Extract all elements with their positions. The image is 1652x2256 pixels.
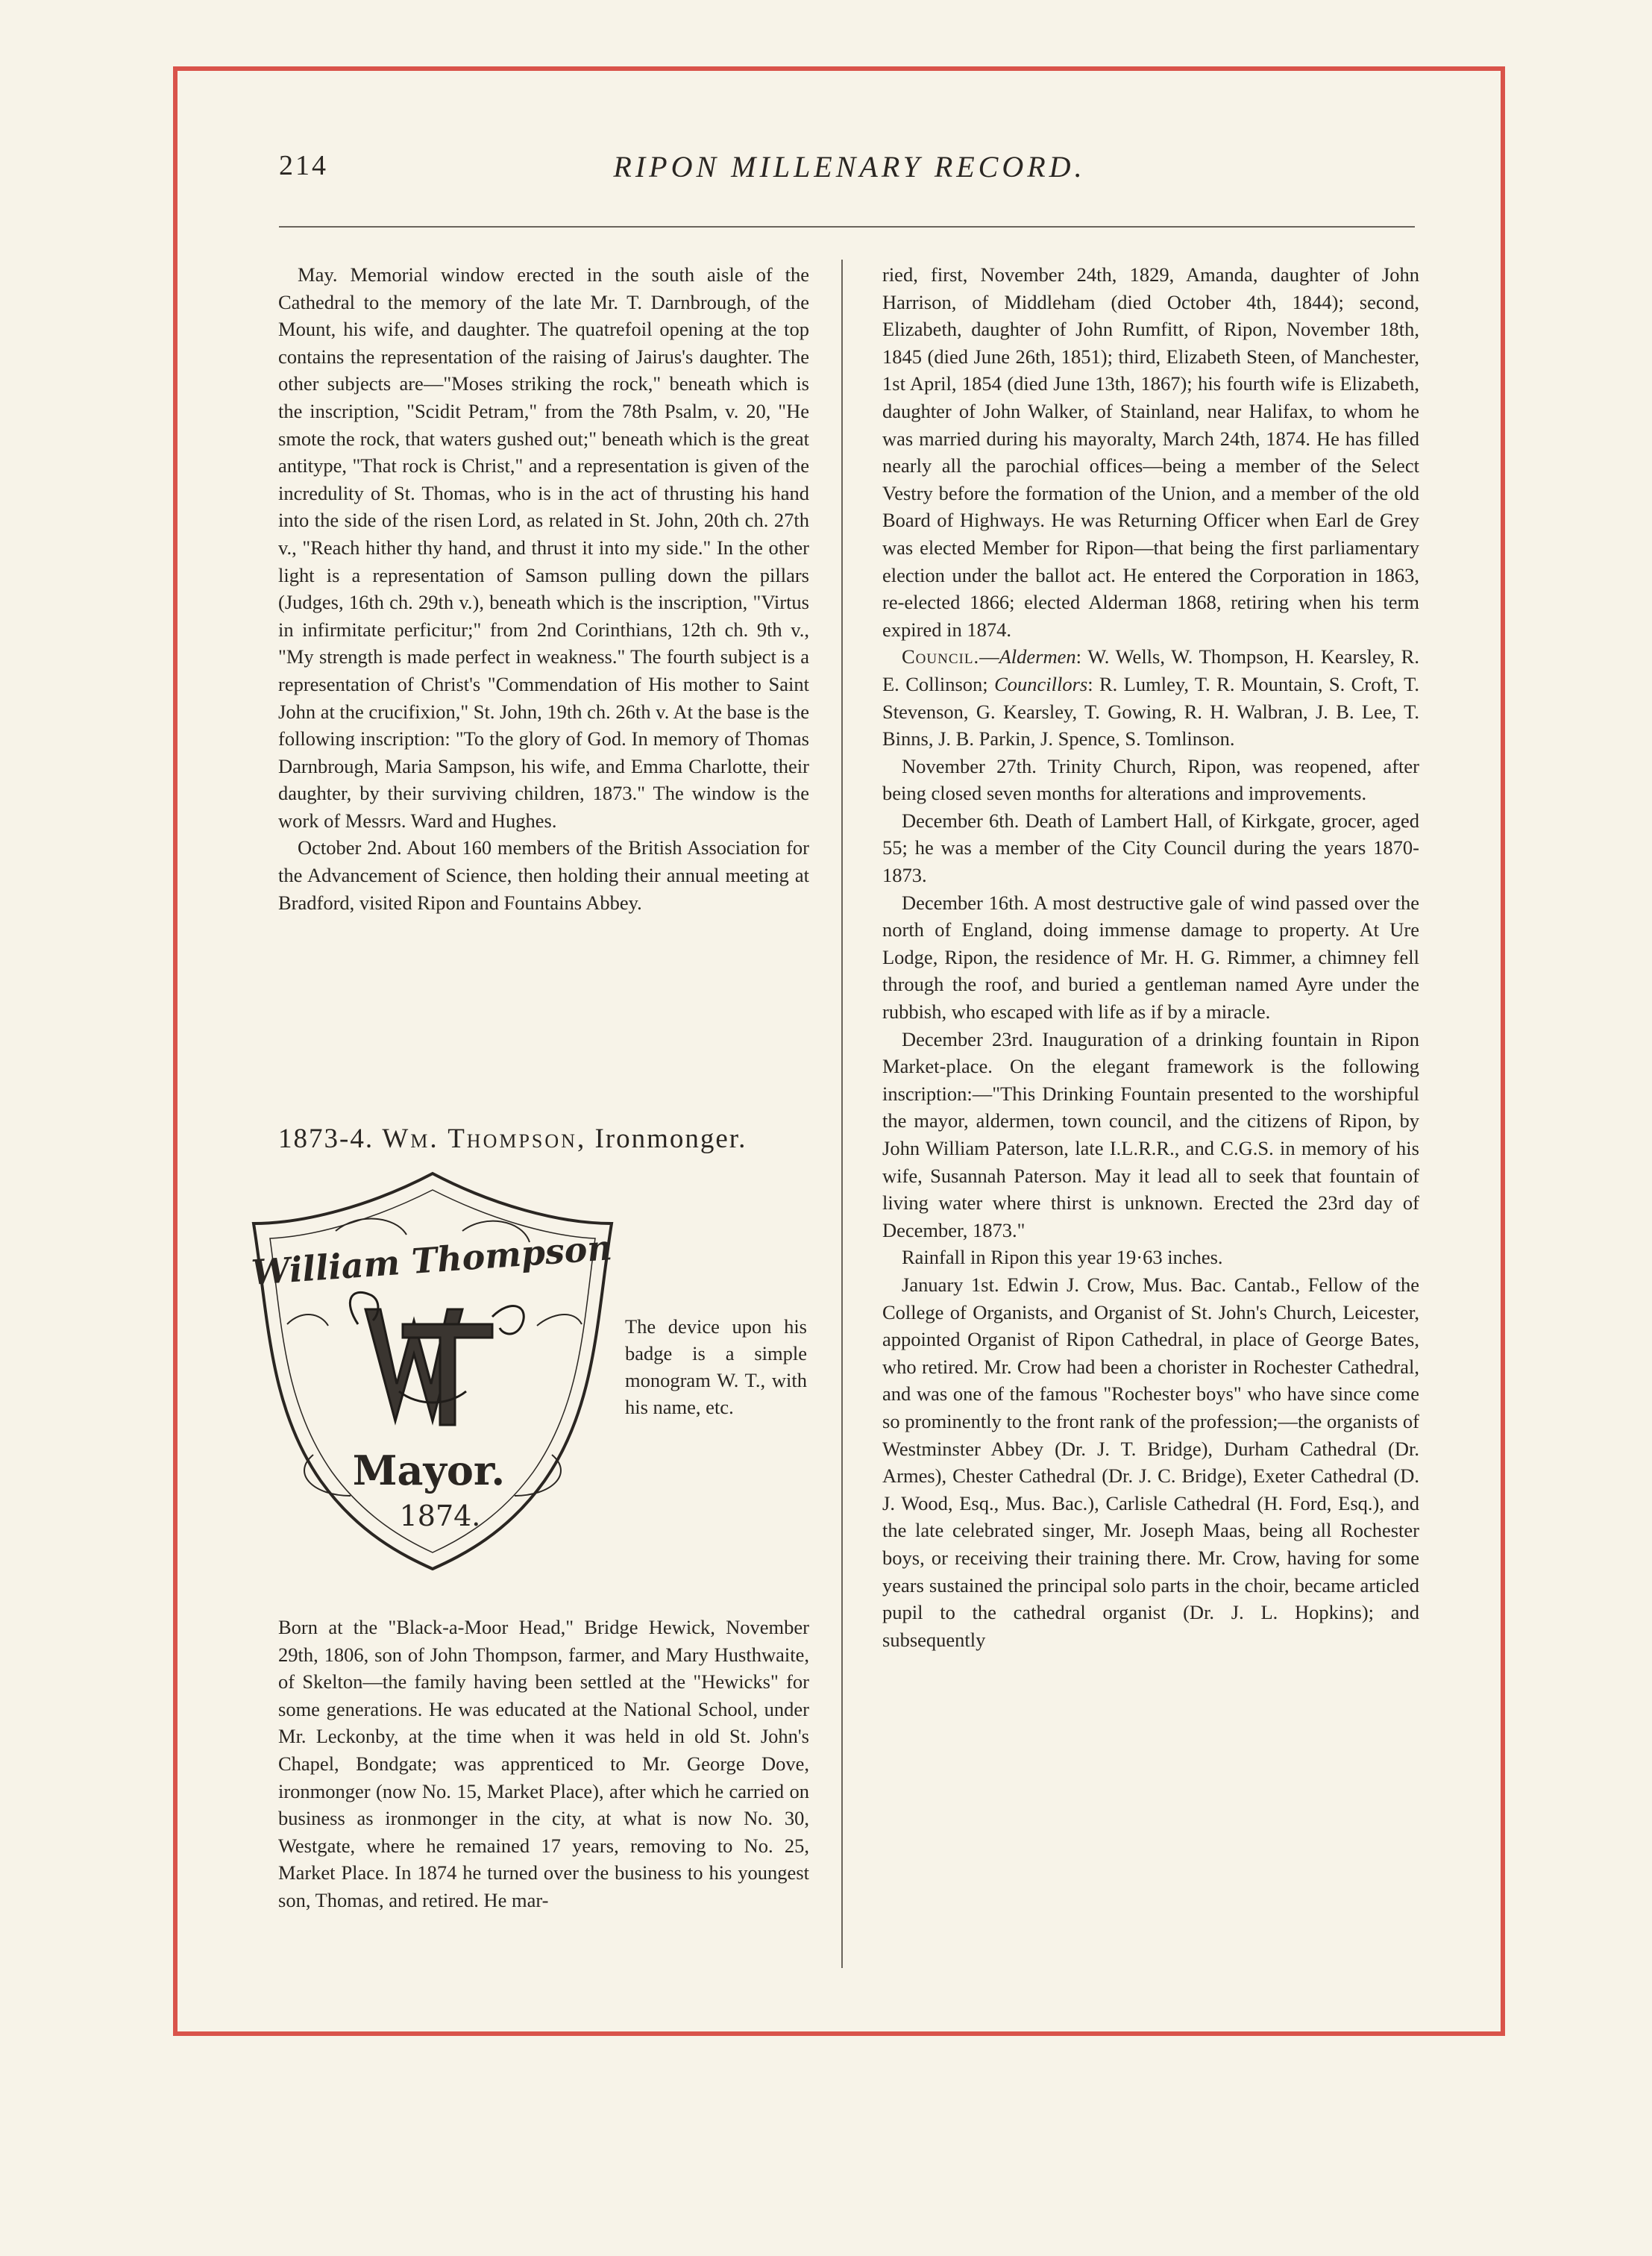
paragraph-lambert-hall: December 6th. Death of Lambert Hall, of Kirkgate, grocer, aged 55; he was a member of the City Council during the years 1870-1873. [882,809,1419,887]
flourish-icon [336,1219,406,1235]
councillors-label: Councillors [994,672,1088,695]
paragraph-mayor-bio: Born at the "Black-a-Moor Head," Bridge Hewick, November 29th, 1806, son of John Thompson, farmer, and Mary Husthwaite, of Skelton—the family having been settled at the "Hewicks" for some generations. He was educated at the National School, under Mr. Leckonby, at the time when it was held in old St. John's Chapel, Bondgate; was apprenticed to Mr. George Dove, ironmonger (now No. 15, Market Place), after which he carried on business as ironmonger in the city, at what is now No. 30, Westgate, where he remained 17 years, removing to No. 25, Market Place. In 1874 he turned over the business to his youngest son, Thomas, and retired. He mar- [278,1616,809,1911]
paragraph-organist: January 1st. Edwin J. Crow, Mus. Bac. Cantab., Fellow of the College of Organists, and Organist of St. John's Church, Leicester, appointed Organist of Ripon Cathedral, in place of George Bates, who retired. Mr. Crow had been a chorister in Rochester Cathedral, and was one of the famous "Rochester boys" who have since come so prominently to the front rank of the profession;—the organists of Westminster Abbey (Dr. J. T. Bridge), Durham Cathedral (Dr. Armes), Chester Cathedral (Dr. J. C. Bridge), Exeter Cathedral (D. J. Wood, Esq., Mus. Bac.), Carlisle Cathedral (H. Ford, Esq.), and the late celebrated singer, Mr. Joseph Maas, being all Rochester boys, or receiving their training there. Mr. Crow, having for some years sustained the principal solo parts in the choir, became articled pupil to the cathedral organist (Dr. J. L. Hopkins); and subsequently [882,1273,1419,1651]
running-title: RIPON MILLENARY RECORD. [613,150,1086,184]
left-column [278,261,809,916]
paragraph-fountain: December 23rd. Inauguration of a drinking fountain in Ripon Market-place. On the elegant framework is the following inscription:—"This Drinking Fountain presented to the worshipful the mayor, aldermen, town council, and the citizens of Ripon, by John William Paterson, late I.L.R.R., and C.G.S. in memory of his wife, Susannah Paterson. May it lead all to seek that fountain of living water where thirst is unknown. Erected the 23rd day of December, 1873." [882,1027,1419,1241]
mayor-name: Wm. Thompson, [382,1124,587,1154]
badge-caption: The device upon his badge is a simple monogram W. T., with his name, etc. [625,1315,807,1418]
mayor-year: 1873-4. [278,1124,374,1154]
mayor-heading [278,1123,809,1155]
left-column-bio [278,1614,809,1914]
paragraph-council: Council.—Aldermen: W. Wells, W. Thompson, H. Kearsley, R. E. Collinson; Councillors: R. Lumley, T. R. Mountain, S. Croft, T. Stevenson, G. Kearsley, T. Gowing, R. H. Walbran, J. B. Lee, T. Binns, J. B. Parkin, J. Spence, S. Tomlinson. [882,645,1420,751]
paragraph-rainfall: Rainfall in Ripon this year 19·63 inches. [902,1246,1223,1269]
header-rule [279,226,1415,228]
badge-title: Mayor. [352,1447,506,1494]
right-column [882,261,1419,1653]
page-header [279,149,1413,194]
flourish-icon [537,1315,582,1326]
aldermen-list: W. Wells, W. Thompson, H. Kearsley, R. E. Collinson; [882,645,1419,695]
council-label: Council. [902,645,980,668]
councillors-list: R. Lumley, T. R. Mountain, S. Croft, T. Stevenson, G. Kearsley, T. Gowing, R. H. Walbran, J. B. Lee, T. Binns, J. B. Parkin, J. Spence, S. Tomlinson. [882,672,1420,751]
badge-name: William Thompson [250,1227,614,1293]
aldermen-label: Aldermen [999,645,1076,668]
flourish-icon [287,1315,328,1326]
paragraph-trinity-church: November 27th. Trinity Church, Ripon, was reopened, after being closed seven months for alterations and improvements. [882,754,1419,805]
paragraph-memorial-window: May. Memorial window erected in the south aisle of the Cathedral to the memory of the late Mr. T. Darnbrough, of the Mount, his wife, and daughter. The quatrefoil opening at the top contains the representation of the raising of Jairus's daughter. The other subjects are—"Moses striking the rock," beneath which is the inscription, "Scidit Petram," from the 78th Psalm, v. 20, "He smote the rock, that waters gushed out;" beneath which is the great antitype, "That rock is Christ," and a representation is given of the incredulity of St. Thomas, who is in the act of thrusting his hand into the side of the risen Lord, as related in St. John, 20th ch. 27th v., "Reach hither thy hand, and thrust it into my side." In the other light is a representation of Samson pulling down the pillars (Judges, 16th ch. 29th v.), beneath which is the inscription, "Virtus in infirmitate perficitur;" from 2nd Corinthians, 12th ch. 9th v., "My strength is made perfect in weakness." The fourth subject is a representation of Christ's "Commendation of His mother to Saint John at the crucifixion," St. John, 19th ch. 26th v. At the base is the following inscription: "To the glory of God. In memory of Thomas Darnbrough, Maria Sampson, his wife, and Emma Charlotte, their daughter, by their surviving children, 1873." The window is the work of Messrs. Ward and Hughes. [278,263,809,832]
mayor-trade: Ironmonger. [594,1124,747,1154]
page-number: 214 [279,150,328,181]
paragraph-bio-continued: ried, first, November 24th, 1829, Amanda, daughter of John Harrison, of Middleham (died October 4th, 1844); second, Elizabeth, daughter of John Rumfitt, of Ripon, November 18th, 1845 (died June 26th, 1851); third, Elizabeth Steen, of Manchester, 1st April, 1854 (died June 13th, 1867); his fourth wife is Elizabeth, daughter of John Walker, of Stainland, near Halifax, to whom he was married during his mayoralty, March 24th, 1874. He has filled nearly all the parochial offices—being a member of the Select Vestry before the formation of the Union, and a member of the old Board of Highways. He was Returning Officer when Earl de Grey was elected Member for Ripon—that being the first parliamentary election under the ballot act. He entered the Corporation in 1863, re-elected 1866; elected Alderman 1868, retiring when his term expired in 1874. [882,263,1419,641]
column-divider [841,260,843,1968]
monogram-wt-icon [350,1292,524,1425]
badge-year: 1874. [399,1500,481,1532]
mayor-badge-illustration [246,1168,619,1570]
paragraph-gale: December 16th. A most destructive gale of wind passed over the north of England, doing immense damage to property. At Ure Lodge, Ripon, the residence of Mr. H. G. Rimmer, a chimney fell through the roof, and buried a gentleman named Ayre under the rubbish, who escaped with life as if by a miracle. [882,891,1419,1024]
paragraph-british-association: October 2nd. About 160 members of the British Association for the Advancement of Science, then holding their annual meeting at Bradford, visited Ripon and Fountains Abbey. [278,836,809,914]
